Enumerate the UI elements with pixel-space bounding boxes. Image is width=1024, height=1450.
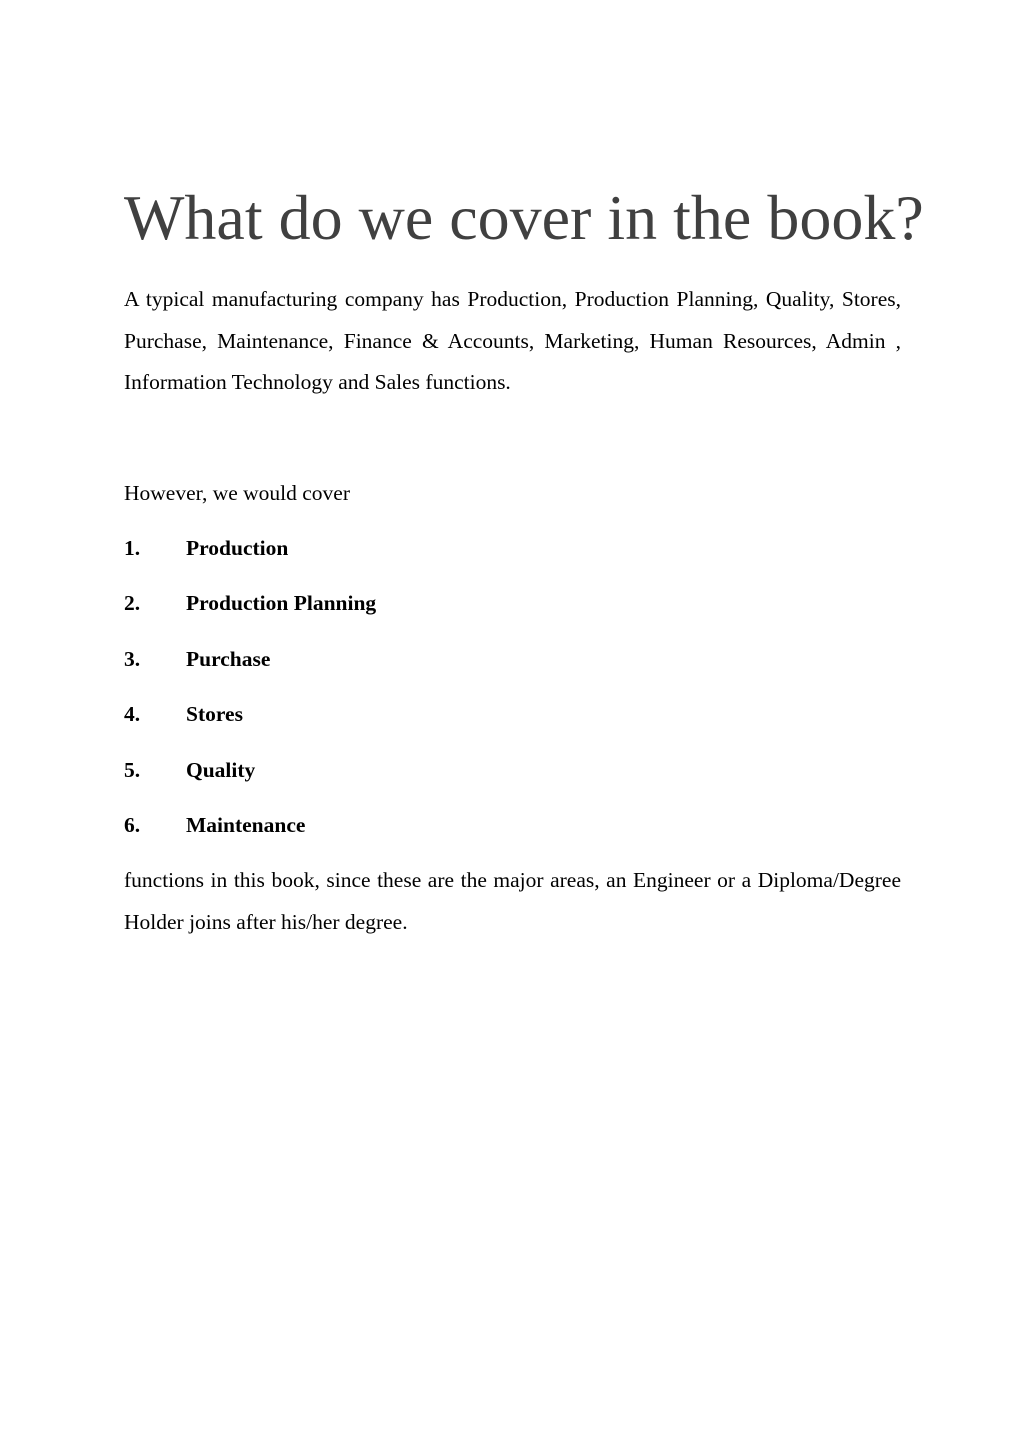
list-item-number: 3. <box>124 646 141 671</box>
list-item-label: Quality <box>186 757 256 782</box>
list-item-label: Maintenance <box>186 812 306 837</box>
list-item <box>124 528 376 583</box>
covered-functions-list <box>124 528 376 860</box>
lead-in-text: However, we would cover <box>124 481 351 505</box>
list-item-number: 6. <box>124 812 141 837</box>
list-item-label: Production <box>186 536 289 560</box>
list-item-number: 5. <box>124 757 141 782</box>
document-page <box>124 0 924 1450</box>
page-title: What do we cover in the book? <box>124 182 924 253</box>
list-item <box>124 805 376 860</box>
list-item <box>124 583 376 638</box>
list-item-number: 2. <box>124 591 141 616</box>
list-item-number: 1. <box>124 536 141 560</box>
list-item-number: 4. <box>124 702 141 727</box>
list-item-label: Stores <box>186 702 243 727</box>
list-item-label: Production Planning <box>186 591 377 616</box>
list-item <box>124 750 376 805</box>
list-item <box>124 694 376 749</box>
intro-paragraph: A typical manufacturing company has Production, Production Planning, Quality, Stores, Purchase, Maintenance, Finance & Accounts, Marketing, Human Resources, Admin , Information Technology and Sales functions. <box>124 287 901 394</box>
list-item-label: Purchase <box>186 646 271 671</box>
list-item <box>124 639 376 694</box>
closing-paragraph: functions in this book, since these are the major areas, an Engineer or a Diploma/Degree Holder joins after his/her degree. <box>124 868 901 934</box>
